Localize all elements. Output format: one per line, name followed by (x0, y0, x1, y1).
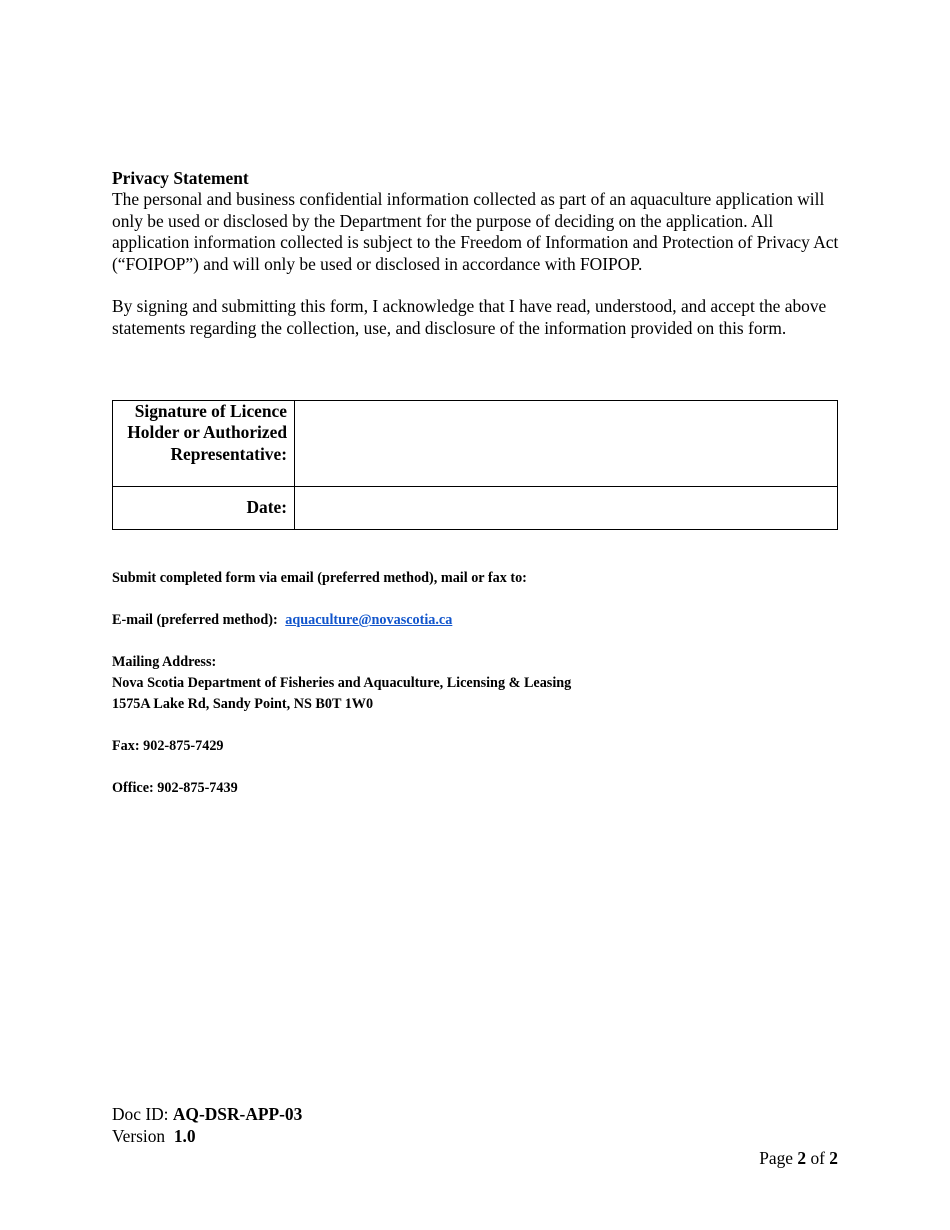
email-line (112, 610, 842, 631)
page-label: Page (759, 1148, 794, 1168)
mailing-label: Mailing Address: (112, 654, 217, 670)
email-label: E-mail (preferred method): (112, 612, 278, 628)
date-row (113, 487, 838, 530)
doc-id-value: AQ-DSR-APP-03 (172, 1104, 303, 1124)
signature-field[interactable] (295, 401, 838, 487)
acknowledgement-text: By signing and submitting this form, I acknowledge that I have read, understood, and accept the above statements regarding the collection, use, and disclosure of the information provided on this form. (112, 296, 827, 338)
date-field[interactable] (295, 487, 838, 530)
signature-label: Signature of Licence Holder or Authorized Representative: (113, 401, 295, 487)
page-of: of (810, 1148, 825, 1168)
version-label: Version (112, 1125, 166, 1146)
privacy-section (112, 168, 842, 339)
privacy-body: The personal and business confidential information collected as part of an aquaculture application will only be used or disclosed by the Department for the purpose of deciding on the application. All application information collected is subject to the Freedom of Information and Protection of Privacy Act (“FOIPOP”) and will only be used or disclosed in accordance with FOIPOP. (112, 189, 839, 274)
footer-doc-info (112, 1104, 302, 1147)
page-current: 2 (797, 1148, 807, 1168)
page-total: 2 (829, 1148, 838, 1168)
submit-instructions: Submit completed form via email (preferred method), mail or fax to: (112, 570, 527, 586)
version-line (112, 1126, 302, 1148)
contact-section (112, 568, 842, 799)
email-link[interactable]: aquaculture@novascotia.ca (285, 612, 453, 628)
doc-id-line (112, 1104, 302, 1126)
doc-id-label: Doc ID: (112, 1104, 169, 1124)
fax-number: Fax: 902-875-7429 (112, 738, 224, 754)
mailing-address-line2: 1575A Lake Rd, Sandy Point, NS B0T 1W0 (112, 696, 374, 712)
version-value: 1.0 (173, 1125, 196, 1146)
mailing-address-line1: Nova Scotia Department of Fisheries and Aquaculture, Licensing & Leasing (112, 675, 572, 691)
signature-table (112, 400, 838, 530)
date-label: Date: (113, 487, 295, 530)
signature-row (113, 401, 838, 487)
page-number (759, 1148, 838, 1170)
office-number: Office: 902-875-7439 (112, 780, 238, 796)
privacy-heading: Privacy Statement (112, 168, 249, 188)
